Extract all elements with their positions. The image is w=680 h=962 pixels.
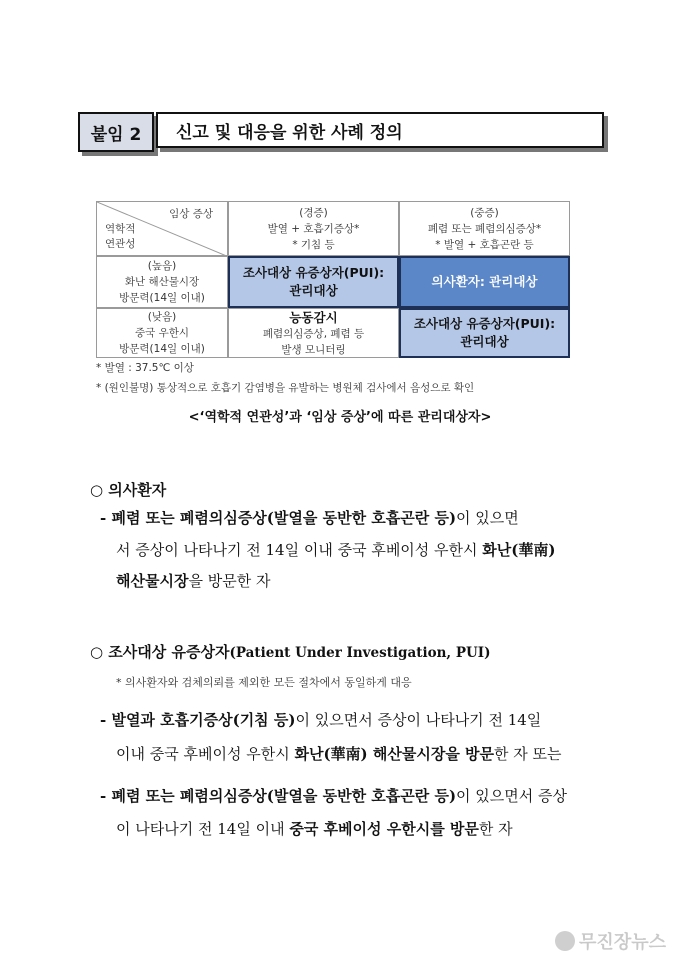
table-corner-cell	[96, 201, 228, 256]
corner-label-epi-2: 연관성	[105, 238, 136, 250]
row-low-line1: 중국 우한시	[134, 327, 190, 339]
case-definition-table	[96, 201, 570, 358]
section2-bullet2-line1	[100, 785, 567, 806]
cell-pui-high-mild	[228, 256, 399, 308]
section2-bullet1-line2	[116, 743, 562, 764]
row-high-label: (높음)	[147, 260, 177, 272]
row-high-line1: 화난 해산물시장	[124, 276, 200, 288]
section1-line2-bold: 화난(華南)	[482, 541, 556, 559]
row-header-low	[96, 308, 228, 358]
column-mild-line1: 발열 + 호흡기증상*	[267, 222, 360, 235]
column-severe-line1: 폐렴 또는 폐렴의심증상*	[427, 222, 542, 235]
section2-bullet1-line1	[100, 709, 541, 730]
section1-line1-rest: 이 있으면	[456, 509, 519, 527]
footnote-unknown-cause: * (원인불명) 통상적으로 호흡기 감염병을 유발하는 병원체 검사에서 음성으로 확인	[96, 382, 475, 394]
monitor-line2: 발생 모니터링	[281, 343, 346, 356]
column-header-severe	[399, 201, 570, 256]
monitor-line1: 폐렴의심증상, 폐렴 등	[262, 327, 365, 340]
cell-pui-low-severe	[399, 308, 570, 358]
watermark-text: 무진장뉴스	[579, 932, 666, 953]
bullet1-line1-rest: 이 있으면서 증상이 나타나기 전 14일	[295, 711, 542, 729]
footnote-fever: * 발열 : 37.5℃ 이상	[96, 362, 194, 374]
watermark	[555, 928, 666, 954]
column-mild-label: (경증)	[299, 206, 328, 219]
row-header-high	[96, 256, 228, 308]
bullet2-line1-rest: 이 있으면서 증상	[456, 787, 568, 805]
page-title-text: 신고 및 대응을 위한 사례 정의	[176, 122, 403, 143]
section2-heading-b: (Patient Under Investigation, PUI)	[229, 645, 491, 661]
page-title	[156, 112, 604, 148]
section-heading-pui	[90, 641, 490, 662]
bullet2-line2-a: 이 나타나기 전 14일 이내	[116, 820, 290, 838]
pui-high-mild-line1: 조사대상 유증상자(PUI):	[242, 265, 385, 280]
column-mild-line2: * 기침 등	[292, 238, 335, 251]
corner-label-epi-1: 역학적	[105, 223, 136, 235]
column-severe-line2: * 발열 + 호흡곤란 등	[435, 238, 534, 251]
section1-line3-rest: 을 방문한 자	[188, 572, 271, 590]
section2-heading-a: ○ 조사대상 유증상자	[90, 643, 230, 661]
bullet2-line1-bold: - 폐렴 또는 폐렴의심증상(발열을 동반한 호흡곤란 등)	[100, 787, 457, 805]
section1-line1-bold: - 폐렴 또는 폐렴의심증상(발열을 동반한 호흡곤란 등)	[100, 509, 457, 527]
bullet1-line2-a: 이내 중국 후베이성 우한시	[116, 745, 295, 763]
corner-label-epi	[105, 222, 135, 252]
watermark-logo-icon	[555, 931, 575, 951]
column-severe-label: (중증)	[470, 206, 499, 219]
pui-low-severe-line1: 조사대상 유증상자(PUI):	[413, 316, 556, 331]
patient-high-severe-text: 의사환자: 관리대상	[431, 274, 538, 289]
row-low-line2: 방문력(14일 이내)	[119, 343, 205, 355]
section-heading-suspected-patient: ○ 의사환자	[90, 481, 167, 499]
section1-line1	[100, 507, 519, 528]
section1-line3	[116, 570, 270, 591]
section2-bullet2-line2	[116, 818, 513, 839]
bullet2-line2-rest: 한 자	[478, 820, 513, 838]
section1-line3-bold: 해산물시장	[116, 572, 189, 590]
appendix-tag	[78, 112, 154, 152]
corner-label-clinical: 임상 증상	[169, 208, 213, 220]
pui-high-mild-line2: 관리대상	[289, 283, 338, 298]
row-low-label: (낮음)	[147, 311, 177, 323]
table-caption: <‘역학적 연관성’과 ‘임상 증상’에 따른 관리대상자>	[188, 410, 492, 425]
cell-monitor-low-mild	[228, 308, 399, 358]
bullet1-line2-rest: 한 자 또는	[494, 745, 562, 763]
column-header-mild	[228, 201, 399, 256]
section2-note: * 의사환자와 검체의뢰를 제외한 모든 절차에서 동일하게 대응	[116, 676, 412, 689]
bullet1-line1-bold: - 발열과 호흡기증상(기침 등)	[100, 711, 296, 729]
pui-low-severe-line2: 관리대상	[460, 334, 509, 349]
row-high-line2: 방문력(14일 이내)	[119, 292, 205, 304]
monitor-title: 능동감시	[289, 309, 338, 325]
section1-line2	[116, 539, 555, 560]
bullet2-line2-bold: 중국 후베이성 우한시를 방문	[289, 820, 479, 838]
bullet1-line2-bold: 화난(華南) 해산물시장을 방문	[294, 745, 495, 763]
section1-line2-rest: 서 증상이 나타나기 전 14일 이내 중국 후베이성 우한시	[116, 541, 483, 559]
appendix-tag-label: 붙임 2	[90, 124, 142, 145]
cell-patient-high-severe	[399, 256, 570, 308]
